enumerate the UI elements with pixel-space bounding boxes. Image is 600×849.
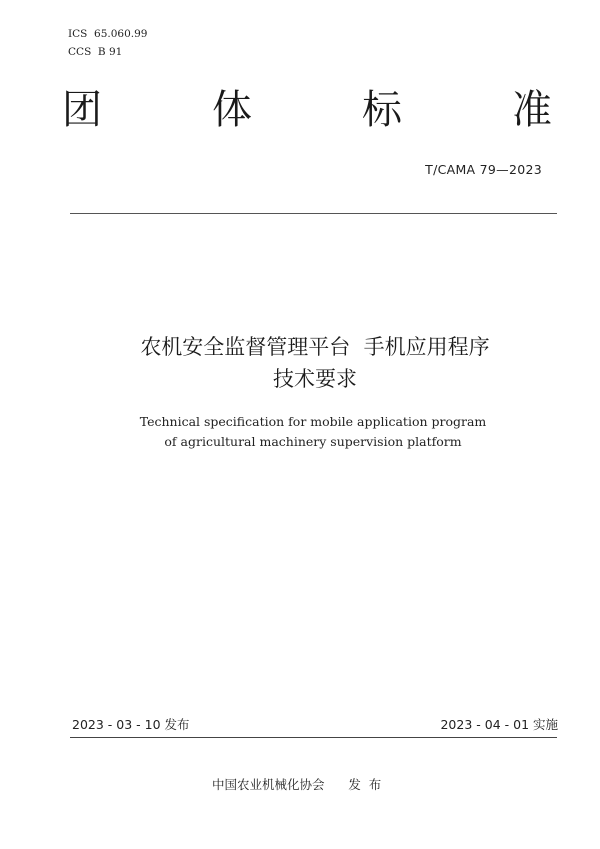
chinese-title-line-1: 农机安全监督管理平台 手机应用程序 xyxy=(140,335,490,359)
chinese-title-line-2: 技术要求 xyxy=(273,367,357,391)
chinese-title xyxy=(0,331,600,395)
english-title-line-1: Technical specification for mobile application program xyxy=(139,414,487,429)
classification-codes xyxy=(68,25,148,61)
heading-char-1: 团 xyxy=(62,87,102,133)
implementation-date: 2023 - 04 - 01 实施 xyxy=(440,717,558,732)
heading-char-3: 标 xyxy=(362,87,402,133)
english-title xyxy=(0,412,600,452)
ccs-code: CCS B 91 xyxy=(68,46,123,58)
heading-char-4: 准 xyxy=(512,87,552,133)
ics-code: ICS 65.060.99 xyxy=(68,28,148,40)
standard-number: T/CAMA 79—2023 xyxy=(425,162,542,177)
publisher: 中国农业机械化协会 发 布 xyxy=(212,777,382,792)
english-title-line-2: of agricultural machinery supervision platform xyxy=(164,434,462,449)
issue-date: 2023 - 03 - 10 发布 xyxy=(72,717,190,732)
document-type-heading xyxy=(62,84,552,136)
bottom-divider xyxy=(70,737,557,738)
heading-char-2: 体 xyxy=(212,87,252,133)
top-divider xyxy=(70,213,557,214)
